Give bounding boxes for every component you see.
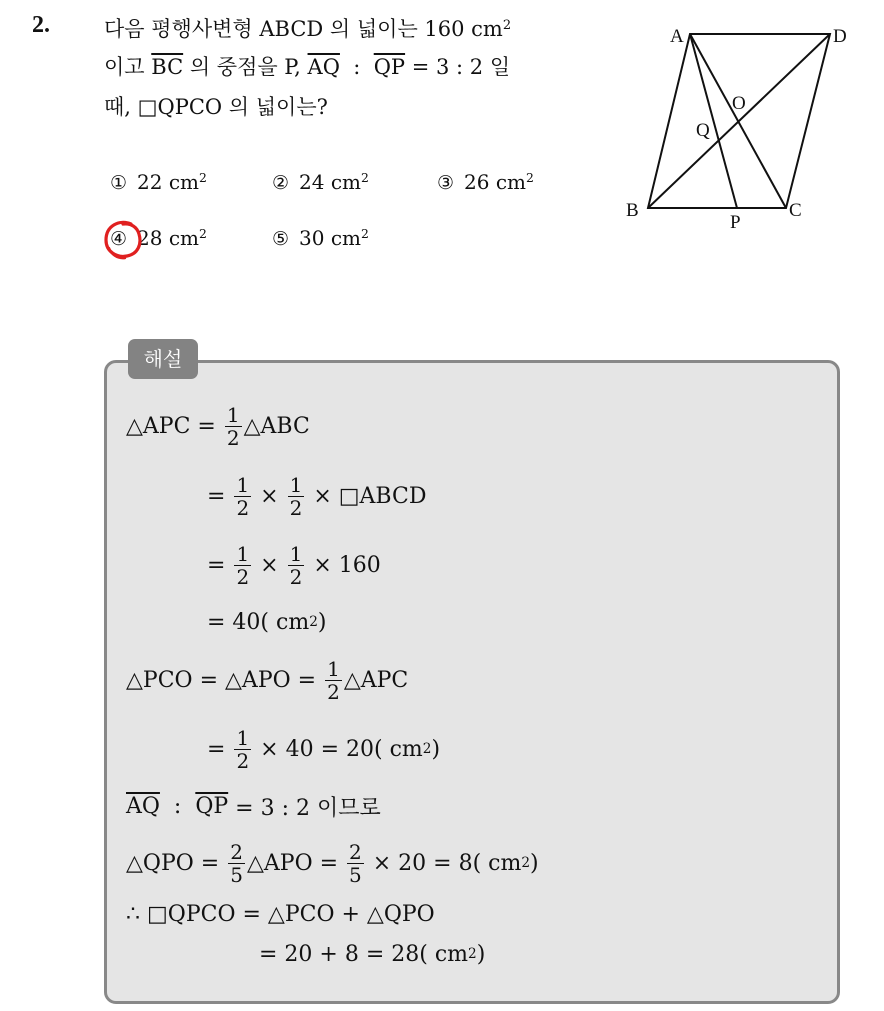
segment-aq: $\overline{AQ}$ [307,55,340,79]
parallelogram-diagram [620,20,860,240]
solution-line-3: = $\frac{1}{2}$ × $\frac{1}{2}$ × 160 [207,541,381,589]
label-c: C [789,200,802,221]
choice-4[interactable]: ④ 28 $cm^2$ [110,226,207,250]
answer-mark-circle-icon [101,218,145,262]
choice-2[interactable]: ② 24 $cm^2$ [272,170,369,194]
solution-line-8: △QPO = $\frac{2}{5}$ △APO = $\frac{2}{5}$ × 20 = 8( cm 2 ) [126,839,539,887]
diagonal-bd [648,34,830,208]
fraction: $\frac{1}{2}$ [289,541,303,589]
fraction: $\frac{1}{2}$ [226,402,240,450]
question-line-3: 때, □QPCO 의 넓이는? [104,95,328,119]
choice-1[interactable]: ① 22 $cm^2$ [110,170,207,194]
label-b: B [626,200,639,221]
solution-tag: 해설 [128,339,198,379]
question-number: 2. [32,12,50,38]
fraction: $\frac{1}{2}$ [236,725,250,773]
label-q: Q [696,120,710,141]
fraction: $\frac{1}{2}$ [289,472,303,520]
solution-line-6: = $\frac{1}{2}$ × 40 = 20( cm 2 ) [207,725,441,773]
question-line-1: 다음 평행사변형 ABCD 의 넓이는 160 $cm^2$ [104,17,512,41]
fraction: $\frac{1}{2}$ [327,656,340,704]
fraction: $\frac{1}{2}$ [236,472,250,520]
segment-qp: $\overline{QP}$ [373,55,406,79]
choice-3[interactable]: ③ 26 $cm^2$ [437,170,534,194]
solution-line-5: △PCO = △APO = $\frac{1}{2}$ △APC [126,656,409,704]
solution-line-9: ∴ □QPCO = △PCO + △QPO [126,901,435,927]
label-d: D [833,26,847,47]
solution-line-4: = 40( cm 2 ) [207,609,327,635]
fraction: $\frac{1}{2}$ [236,541,250,589]
solution-line-1: △APC = $\frac{1}{2}$ △ABC [126,402,310,450]
label-p: P [730,212,741,233]
label-a: A [670,26,684,47]
fraction: $\frac{2}{5}$ [349,839,362,887]
solution-line-10: = 20 + 8 = 28( cm 2 ) [259,941,486,967]
solution-line-7: $\overline{AQ}$ : $\overline{QP}$ = 3 : 2 이므로 [126,793,381,821]
solution-line-2: = $\frac{1}{2}$ × $\frac{1}{2}$ × □ABCD [207,472,427,520]
choice-5[interactable]: ⑤ 30 $cm^2$ [272,226,369,250]
segment-bc: $\overline{BC}$ [151,55,184,79]
label-o: O [732,93,746,114]
question-line-2: 이고 $\overline{BC}$ 의 중점을 P, $\overline{AQ}$ : $\overline{QP} = 3$ : 2 일 [104,55,511,79]
fraction: $\frac{2}{5}$ [230,839,243,887]
